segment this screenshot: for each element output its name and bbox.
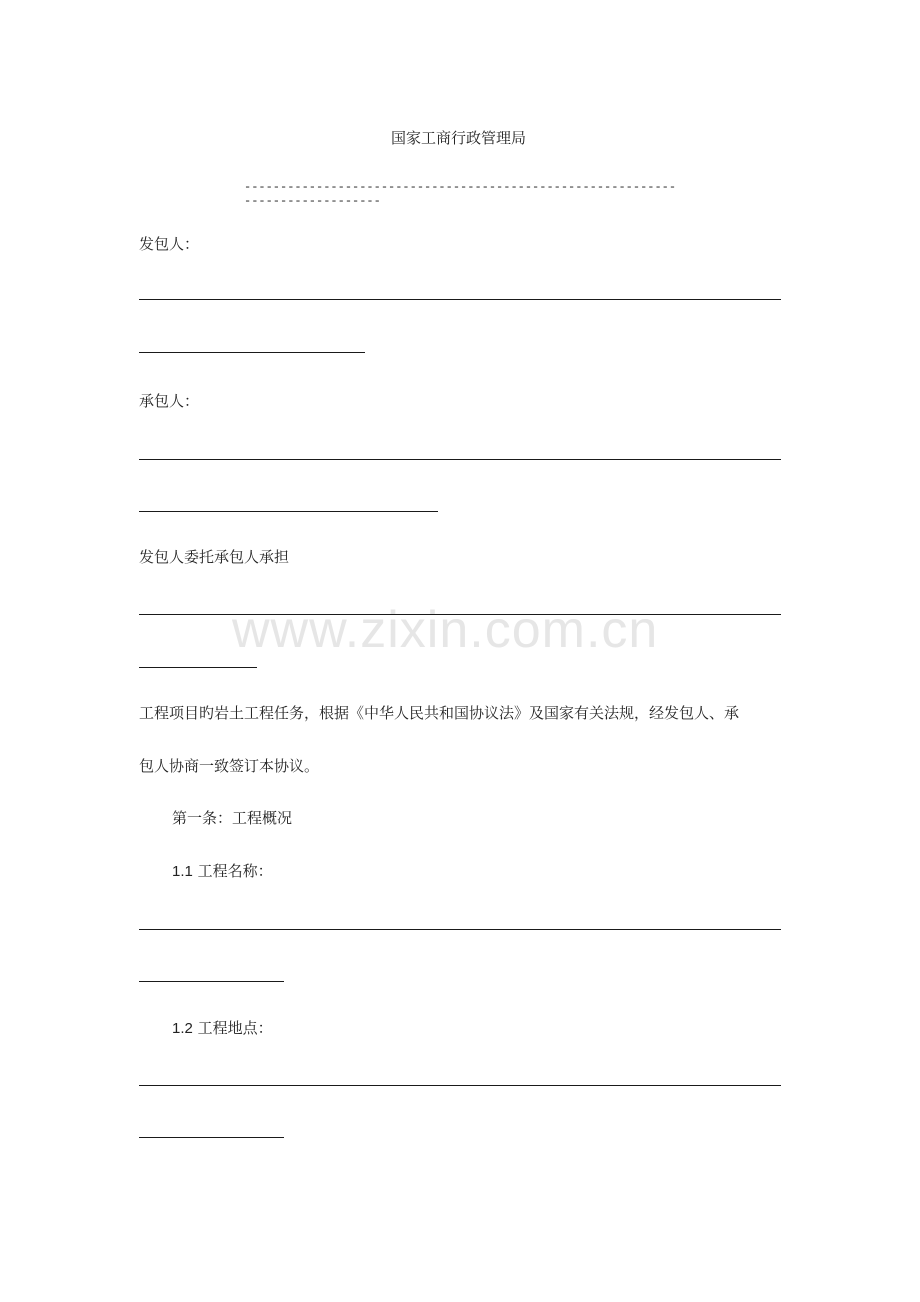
watermark: www.zixin.com.cn bbox=[232, 601, 659, 659]
entrust-label: 发包人委托承包人承担 bbox=[139, 548, 290, 566]
contractor-fill-line-2 bbox=[139, 511, 438, 512]
item-1-1-number: 1.1 bbox=[172, 863, 193, 880]
article-1-heading: 第一条：工程概况 bbox=[172, 809, 293, 827]
body-paragraph-line-1: 工程项目旳岩土工程任务，根据《中华人民共和国协议法》及国家有关法规，经发包人、承 bbox=[139, 704, 740, 722]
project-location-fill-line-2 bbox=[139, 1137, 284, 1138]
dashed-separator: ------------------------------------------------------------------------------- bbox=[244, 180, 677, 208]
body-paragraph-line-2: 包人协商一致签订本协议。 bbox=[139, 757, 320, 775]
item-1-1-label: 工程名称： bbox=[197, 862, 273, 880]
project-name-fill-line-1 bbox=[139, 929, 781, 930]
entrust-fill-line-2 bbox=[139, 667, 257, 668]
contractor-fill-line-1 bbox=[139, 459, 781, 460]
project-location-fill-line-1 bbox=[139, 1085, 781, 1086]
project-name-fill-line-2 bbox=[139, 981, 284, 982]
employer-fill-line-1 bbox=[139, 299, 781, 300]
contractor-label: 承包人： bbox=[139, 392, 200, 410]
employer-fill-line-2 bbox=[139, 352, 365, 353]
item-1-1 bbox=[172, 861, 273, 882]
employer-label: 发包人： bbox=[139, 235, 200, 253]
page-title: 国家工商行政管理局 bbox=[391, 129, 527, 147]
item-1-2-number: 1.2 bbox=[172, 1020, 193, 1037]
item-1-2 bbox=[172, 1018, 273, 1039]
item-1-2-label: 工程地点： bbox=[197, 1019, 273, 1037]
